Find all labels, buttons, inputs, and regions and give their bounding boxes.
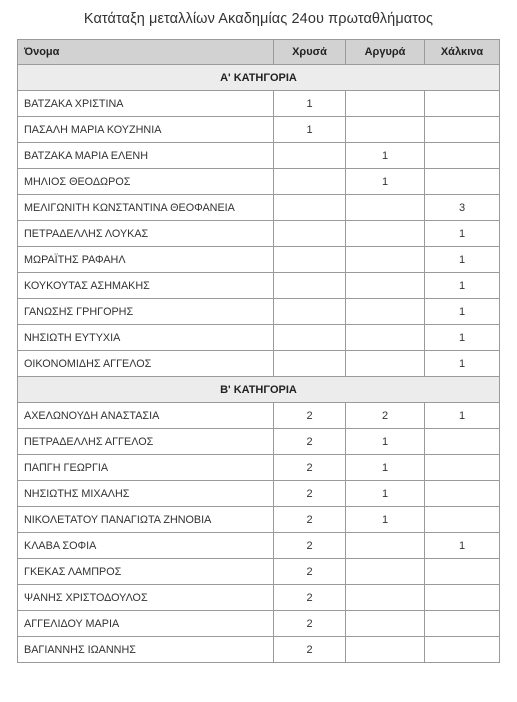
gold-count-cell: 2 — [274, 429, 346, 455]
athlete-name-cell: ΑΓΓΕΛΙΔΟΥ ΜΑΡΙΑ — [18, 611, 274, 637]
gold-count-cell: 2 — [274, 533, 346, 559]
gold-count-cell: 1 — [274, 91, 346, 117]
silver-count-cell — [346, 611, 425, 637]
silver-count-cell — [346, 325, 425, 351]
silver-count-cell — [346, 351, 425, 377]
silver-count-cell: 1 — [346, 481, 425, 507]
bronze-count-cell — [425, 429, 500, 455]
header-row — [18, 40, 500, 65]
category-row — [18, 377, 500, 403]
athlete-name-cell: ΚΛΑΒΑ ΣΟΦΙΑ — [18, 533, 274, 559]
athlete-name-cell: ΠΕΤΡΑΔΕΛΛΗΣ ΑΓΓΕΛΟΣ — [18, 429, 274, 455]
bronze-count-cell — [425, 143, 500, 169]
medal-table — [17, 39, 500, 663]
athlete-name-cell: ΑΧΕΛΩΝΟΥΔΗ ΑΝΑΣΤΑΣΙΑ — [18, 403, 274, 429]
bronze-count-cell: 3 — [425, 195, 500, 221]
athlete-name-cell: ΚΟΥΚΟΥΤΑΣ ΑΣΗΜΑΚΗΣ — [18, 273, 274, 299]
bronze-count-cell: 1 — [425, 221, 500, 247]
athlete-name-cell: ΠΕΤΡΑΔΕΛΛΗΣ ΛΟΥΚΑΣ — [18, 221, 274, 247]
silver-count-cell: 2 — [346, 403, 425, 429]
bronze-count-cell: 1 — [425, 299, 500, 325]
table-body — [18, 65, 500, 663]
athlete-name-cell: ΓΚΕΚΑΣ ΛΑΜΠΡΟΣ — [18, 559, 274, 585]
table-row — [18, 481, 500, 507]
athlete-name-cell: ΝΗΣΙΩΤΗΣ ΜΙΧΑΛΗΣ — [18, 481, 274, 507]
table-row — [18, 247, 500, 273]
gold-count-cell: 1 — [274, 117, 346, 143]
gold-count-cell — [274, 273, 346, 299]
silver-count-cell — [346, 585, 425, 611]
gold-count-cell — [274, 169, 346, 195]
table-row — [18, 533, 500, 559]
gold-count-cell: 2 — [274, 455, 346, 481]
table-row — [18, 585, 500, 611]
bronze-count-cell — [425, 637, 500, 663]
table-row — [18, 507, 500, 533]
bronze-count-cell — [425, 481, 500, 507]
gold-count-cell: 2 — [274, 637, 346, 663]
silver-count-cell: 1 — [346, 169, 425, 195]
table-row — [18, 169, 500, 195]
silver-count-cell — [346, 247, 425, 273]
gold-count-cell — [274, 299, 346, 325]
bronze-count-cell — [425, 507, 500, 533]
bronze-count-cell — [425, 611, 500, 637]
athlete-name-cell: ΝΙΚΟΛΕΤΑΤΟΥ ΠΑΝΑΓΙΩΤΑ ΖΗΝΟΒΙΑ — [18, 507, 274, 533]
table-row — [18, 195, 500, 221]
gold-count-cell — [274, 195, 346, 221]
column-header-name: Όνομα — [18, 40, 274, 65]
bronze-count-cell: 1 — [425, 325, 500, 351]
table-row — [18, 91, 500, 117]
gold-count-cell — [274, 247, 346, 273]
table-row — [18, 143, 500, 169]
column-header-gold: Χρυσά — [274, 40, 346, 65]
gold-count-cell: 2 — [274, 585, 346, 611]
bronze-count-cell: 1 — [425, 247, 500, 273]
table-header — [18, 40, 500, 65]
silver-count-cell — [346, 559, 425, 585]
table-row — [18, 299, 500, 325]
athlete-name-cell: ΠΑΠΓΗ ΓΕΩΡΓΙΑ — [18, 455, 274, 481]
athlete-name-cell: ΒΑΤΖΑΚΑ ΜΑΡΙΑ ΕΛΕΝΗ — [18, 143, 274, 169]
gold-count-cell: 2 — [274, 611, 346, 637]
silver-count-cell — [346, 195, 425, 221]
silver-count-cell — [346, 637, 425, 663]
silver-count-cell: 1 — [346, 429, 425, 455]
silver-count-cell: 1 — [346, 143, 425, 169]
gold-count-cell — [274, 221, 346, 247]
bronze-count-cell: 1 — [425, 403, 500, 429]
table-row — [18, 351, 500, 377]
table-row — [18, 455, 500, 481]
athlete-name-cell: ΟΙΚΟΝΟΜΙΔΗΣ ΑΓΓΕΛΟΣ — [18, 351, 274, 377]
gold-count-cell — [274, 143, 346, 169]
silver-count-cell — [346, 273, 425, 299]
silver-count-cell — [346, 221, 425, 247]
athlete-name-cell: ΠΑΣΑΛΗ ΜΑΡΙΑ ΚΟΥΖΗΝΙΑ — [18, 117, 274, 143]
bronze-count-cell — [425, 559, 500, 585]
gold-count-cell: 2 — [274, 403, 346, 429]
table-row — [18, 637, 500, 663]
bronze-count-cell — [425, 91, 500, 117]
bronze-count-cell — [425, 117, 500, 143]
table-row — [18, 429, 500, 455]
silver-count-cell — [346, 299, 425, 325]
table-row — [18, 611, 500, 637]
athlete-name-cell: ΝΗΣΙΩΤΗ ΕΥΤΥΧΙΑ — [18, 325, 274, 351]
bronze-count-cell: 1 — [425, 533, 500, 559]
gold-count-cell — [274, 351, 346, 377]
athlete-name-cell: ΓΑΝΩΣΗΣ ΓΡΗΓΟΡΗΣ — [18, 299, 274, 325]
bronze-count-cell — [425, 585, 500, 611]
gold-count-cell: 2 — [274, 481, 346, 507]
silver-count-cell: 1 — [346, 455, 425, 481]
silver-count-cell — [346, 91, 425, 117]
table-row — [18, 117, 500, 143]
gold-count-cell — [274, 325, 346, 351]
silver-count-cell — [346, 533, 425, 559]
bronze-count-cell — [425, 169, 500, 195]
category-label: Β' ΚΑΤΗΓΟΡΙΑ — [18, 377, 500, 403]
athlete-name-cell: ΜΗΛΙΟΣ ΘΕΟΔΩΡΟΣ — [18, 169, 274, 195]
column-header-silver: Αργυρά — [346, 40, 425, 65]
silver-count-cell — [346, 117, 425, 143]
silver-count-cell: 1 — [346, 507, 425, 533]
athlete-name-cell: ΒΑΤΖΑΚΑ ΧΡΙΣΤΙΝΑ — [18, 91, 274, 117]
table-row — [18, 221, 500, 247]
athlete-name-cell: ΒΑΓΙΑΝΝΗΣ ΙΩΑΝΝΗΣ — [18, 637, 274, 663]
table-row — [18, 403, 500, 429]
table-row — [18, 559, 500, 585]
bronze-count-cell: 1 — [425, 351, 500, 377]
bronze-count-cell: 1 — [425, 273, 500, 299]
table-row — [18, 325, 500, 351]
category-row — [18, 65, 500, 91]
column-header-bronze: Χάλκινα — [425, 40, 500, 65]
athlete-name-cell: ΜΕΛΙΓΩΝΙΤΗ ΚΩΝΣΤΑΝΤΙΝΑ ΘΕΟΦΑΝΕΙΑ — [18, 195, 274, 221]
category-label: Α' ΚΑΤΗΓΟΡΙΑ — [18, 65, 500, 91]
athlete-name-cell: ΜΩΡΑΪΤΗΣ ΡΑΦΑΗΛ — [18, 247, 274, 273]
gold-count-cell: 2 — [274, 507, 346, 533]
table-row — [18, 273, 500, 299]
gold-count-cell: 2 — [274, 559, 346, 585]
page-title: Κατάταξη μεταλλίων Ακαδημίας 24ου πρωταθλήματος — [83, 11, 434, 27]
athlete-name-cell: ΨΑΝΗΣ ΧΡΙΣΤΟΔΟΥΛΟΣ — [18, 585, 274, 611]
bronze-count-cell — [425, 455, 500, 481]
